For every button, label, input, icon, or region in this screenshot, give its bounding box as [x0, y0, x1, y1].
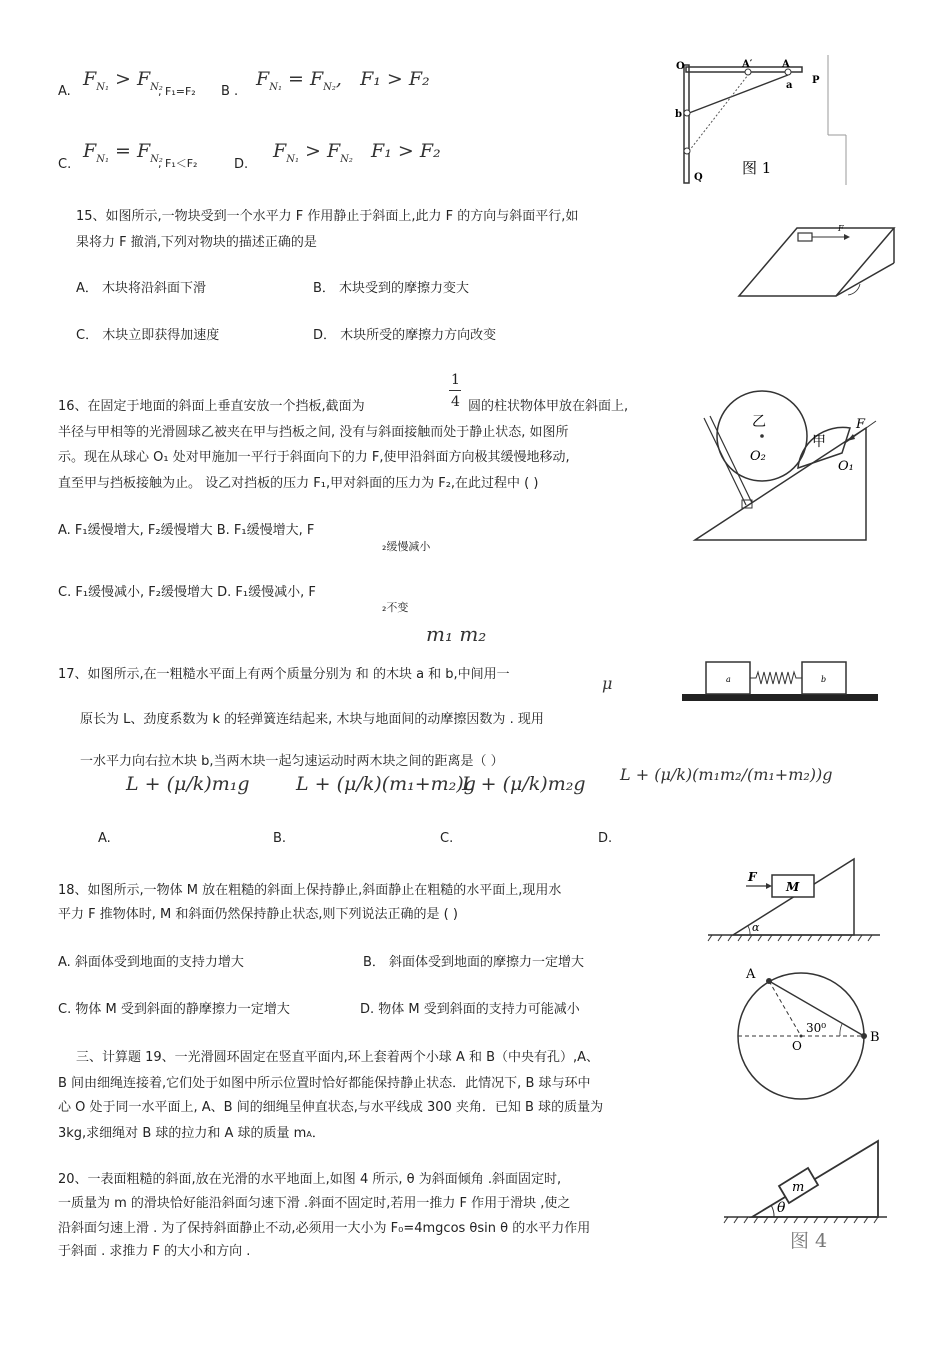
q14-option-d-formula: $F_{N_1} > F_{N_2}$ F₁ > F₂	[273, 140, 441, 165]
q20-angle-label: θ	[777, 1200, 786, 1216]
q18-mass-label: M	[786, 880, 800, 894]
q17-formula-a: L + (μ/k)m₁g	[126, 773, 250, 795]
q16-block-jia-label: 甲	[812, 434, 826, 450]
q14-point-P: P	[812, 75, 820, 86]
q16-fraction-denominator: 4	[451, 394, 460, 410]
q14-point-O: O	[676, 61, 685, 72]
q18-option-a: A. 斜面体受到地面的支持力增大	[58, 955, 244, 970]
q14-option-c-letter: C.	[58, 157, 72, 172]
q15-stem-line1: 15、如图所示,一物块受到一个水平力 F 作用静止于斜面上,此力 F 的方向与斜面平行,如	[76, 209, 579, 224]
q14-point-A1: A′	[742, 59, 753, 70]
q16-option-ab: A. F₁缓慢增大, F₂缓慢增大 B. F₁缓慢增大, F	[58, 523, 315, 538]
q17-option-c: C.	[440, 831, 454, 846]
q20-stem-line3: 沿斜面匀速上滑 . 为了保持斜面静止不动,必须用一大小为 F₀=4mgcos θsin θ 的水平力作用	[58, 1221, 591, 1236]
q18-option-c: C. 物体 M 受到斜面的静摩擦力一定增大	[58, 1002, 290, 1017]
q19-center-O-label: O	[792, 1039, 802, 1053]
q17-formula-b: L + (μ/k)(m₁+m₂)g	[296, 773, 476, 795]
q20-stem-line1: 20、一表面粗糙的斜面,放在光滑的水平地面上,如图 4 所示, θ 为斜面倾角 .斜面固定时,	[58, 1172, 562, 1187]
q18-option-d: D. 物体 M 受到斜面的支持力可能减小	[360, 1002, 580, 1017]
q19-mass-subscript: A	[306, 1130, 312, 1139]
q16-center-O2-label: O₂	[750, 449, 766, 464]
q14-option-a-suffix: , F₁=F₂	[158, 85, 196, 98]
q19-stem-line1: 三、计算题 19、一光滑圆环固定在竖直平面内,环上套着两个小球 A 和 B（中央有孔）,A、	[76, 1050, 600, 1065]
q16-option-cd: C. F₁缓慢减小, F₂缓慢增大 D. F₁缓慢减小, F	[58, 585, 316, 600]
q15-incline-figure	[736, 203, 901, 303]
q14-option-d-letter: D.	[234, 157, 249, 172]
q18-force-label: F	[748, 870, 757, 884]
q14-option-c-suffix: , F₁＜F₂	[158, 157, 198, 170]
q19-ball-B-label: B	[870, 1030, 880, 1045]
q18-stem-line1: 18、如图所示,一物体 M 放在粗糙的斜面上保持静止,斜面静止在粗糙的水平面上,现用水	[58, 883, 562, 898]
q17-formula-d: L + (μ/k)(m₁m₂/(m₁+m₂))g	[620, 765, 833, 784]
q18-angle-label: α	[752, 921, 760, 934]
q16-fraction-bar	[449, 390, 461, 391]
q14-option-c-formula: $F_{N_1} = F_{N_2}$	[83, 140, 163, 165]
q20-stem-line4: 于斜面 . 求推力 F 的大小和方向 .	[58, 1244, 251, 1259]
q15-stem-line2: 果将力 F 撤消,下列对物块的描述正确的是	[76, 235, 317, 250]
q15-option-b: B． 木块受到的摩擦力变大	[313, 281, 470, 296]
q16-fraction-numerator: 1	[451, 372, 460, 388]
q17-option-d: D.	[598, 831, 613, 846]
q14-option-a-formula: $F_{N_1} > F_{N_2}$	[83, 68, 163, 93]
q14-option-a-letter: A.	[58, 84, 71, 99]
q20-stem-line2: 一质量为 m 的滑块恰好能沿斜面匀速下滑 .斜面不固定时,若用一推力 F 作用于滑块 ,使之	[58, 1196, 571, 1211]
q16-stem-line1b: 圆的柱状物体甲放在斜面上,	[468, 399, 629, 414]
q15-force-label: F	[838, 224, 844, 233]
q18-stem-line2: 平力 F 推物体时, M 和斜面仍然保持静止状态,则下列说法正确的是 ( )	[58, 907, 458, 922]
q14-figure-1	[670, 55, 860, 190]
q14-option-b-formula: $F_{N_1} = F_{N_2}$, F₁ > F₂	[256, 68, 430, 93]
q19-angle-label: 30⁰	[806, 1021, 827, 1035]
q14-point-a: a	[786, 80, 793, 91]
q14-figure-label: 图 1	[742, 159, 772, 177]
q16-stem-line3: 示。现在从球心 O₁ 处对甲施加一平行于斜面向下的力 F,使甲沿斜面方向极其缓慢地移动,	[58, 450, 570, 465]
q18-figure	[708, 855, 883, 945]
q20-block-m-label: m	[792, 1180, 805, 1195]
q14-option-b-letter: B .	[221, 84, 239, 99]
q16-center-O1-label: O₁	[838, 459, 854, 474]
q19-ball-A-label: A	[746, 967, 756, 982]
q18-option-b: B． 斜面体受到地面的摩擦力一定增大	[363, 955, 585, 970]
q14-point-b: b	[675, 109, 682, 120]
q17-stem-line3: 一水平力向右拉木块 b,当两木块一起匀速运动时两木块之间的距离是（ ）	[80, 754, 504, 769]
q19-stem-line4c: ．	[311, 1126, 325, 1141]
q17-mu-mark: μ	[602, 674, 613, 693]
q14-point-A: A	[782, 59, 790, 70]
q19-stem-line4a: 3kg,求细绳对 B 球的拉力和 A 球的质量 m	[58, 1126, 307, 1141]
q20-figure-label: 图 4	[790, 1230, 828, 1252]
q17-block-b-label: b	[821, 675, 827, 684]
q17-stem-line1: 17、如图所示,在一粗糙水平面上有两个质量分别为 和 的木块 a 和 b,中间用一	[58, 667, 510, 682]
q17-stem-line2: 原长为 L、劲度系数为 k 的轻弹簧连结起来, 木块与地面间的动摩擦因数为 . 现用	[80, 712, 544, 727]
q15-option-c: C． 木块立即获得加速度	[76, 328, 220, 343]
q16-figure	[690, 388, 885, 543]
q19-circle-figure	[728, 960, 888, 1100]
q17-block-a-label: a	[726, 675, 731, 684]
q14-point-Q: Q	[694, 172, 703, 183]
q17-masses: m₁ m₂	[426, 622, 487, 646]
q17-option-a: A.	[98, 831, 111, 846]
q19-stem-line3: 心 O 处于同一水平面上, A、B 间的细绳呈伸直状态,与水平线成 300 夹角．已知 B 球的质量为	[58, 1100, 604, 1115]
q19-stem-line2: B 间由细绳连接着,它们处于如图中所示位置时恰好都能保持静止状态．此情况下, B 球与环中	[58, 1076, 591, 1091]
q16-force-label: F	[856, 417, 866, 432]
q20-figure	[722, 1135, 890, 1253]
q16-option-d-tail: ₂不变	[382, 601, 409, 614]
q16-option-b-tail: ₂缓慢减小	[382, 540, 431, 553]
q19-stem-line4	[58, 1127, 325, 1140]
q16-ball-yi-label: 乙	[752, 414, 766, 430]
q15-option-d: D． 木块所受的摩擦力方向改变	[313, 328, 497, 343]
q17-option-b: B.	[273, 831, 287, 846]
q16-stem-line1a: 16、在固定于地面的斜面上垂直安放一个挡板,截面为	[58, 399, 365, 414]
q16-stem-line2: 半径与甲相等的光滑圆球乙被夹在甲与挡板之间, 没有与斜面接触而处于静止状态, 如图所	[58, 425, 569, 440]
q17-formula-c: L + (μ/k)m₂g	[462, 773, 586, 795]
q16-stem-line4: 直至甲与挡板接触为止。 设乙对挡板的压力 F₁,甲对斜面的压力为 F₂,在此过程中 ( )	[58, 476, 539, 491]
q15-option-a: A． 木块将沿斜面下滑	[76, 281, 207, 296]
q17-figure	[682, 658, 880, 706]
